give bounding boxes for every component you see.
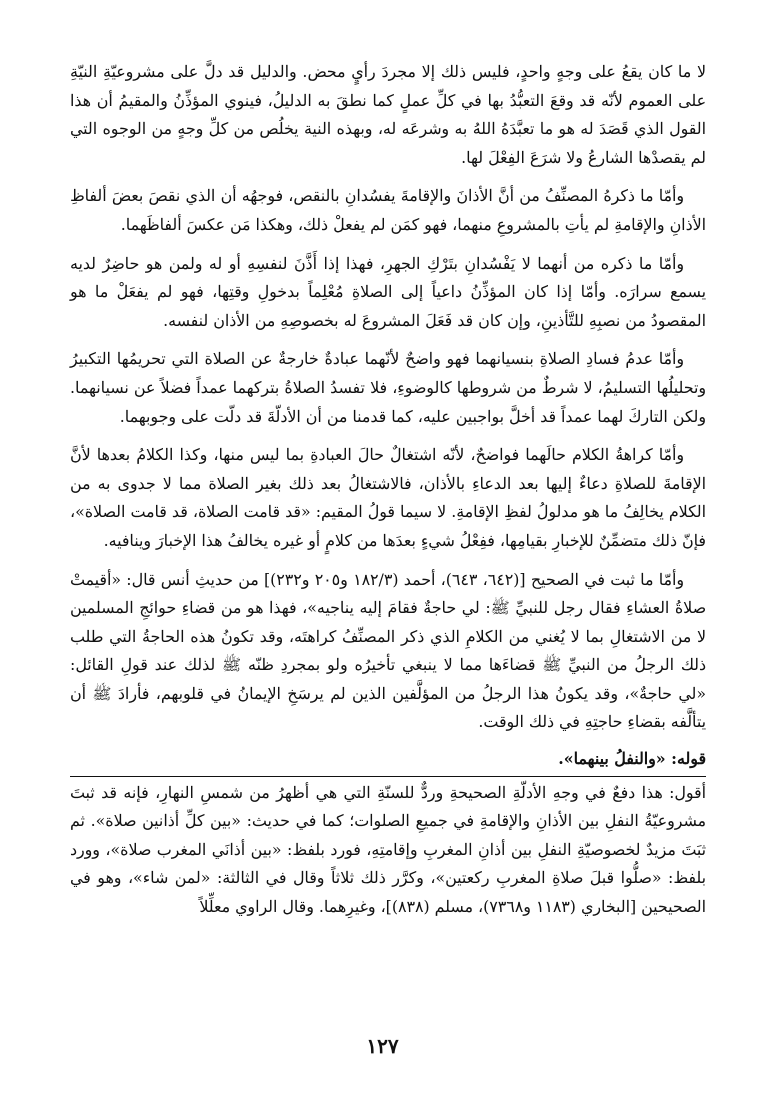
paragraph-6: وأمّا ما ثبت في الصحيح [(٦٤٢، ٦٤٣)، أحمد (١٨٢/٣ و٢٠٥ و٢٣٢)] من حديثِ أنس قال: «أقيمتْ صلاةُ العشاءِ فقال رجل للنبيِّ ﷺ: لي حاجةٌ فقامَ إليه يناجيه»، فهذا هو من قضاءِ حوائجِ المسلمين لا من الاشتغالِ بما لا يُغني من الكلامِ الذي ذكر المصنِّفُ كراهتَه، وقد تكونُ هذه الحاجةُ التي طلب ذلك الرجلُ من النبيِّ ﷺ قضاءَها مما لا ينبغي تأخيرُه ولو بمجردِ ظنّه ﷺ لذلك عند قولِ القائل: «لي حاجةٌ»، وقد يكونُ هذا الرجلُ من المؤلَّفين الذين لم يرسَخِ الإيمانُ في قلوبهم، فأرادَ ﷺ أن يتألَّفه بقضاءِ حاجتِهِ في ذلك الوقت. <box>70 569 706 732</box>
body-text <box>70 58 706 922</box>
paragraph-2: وأمّا ما ذكرهُ المصنِّفُ من أنَّ الأذانَ والإقامةَ يفسُدانِ بالنقص، فوجهُه أن الذي نقصَ بعضَ ألفاظِ الأذانِ والإقامةِ لم يأتِ بالمشروعِ منهما، فهو كمَن لم يفعلْ ذلك، وهكذا مَن عكسَ ألفاظَهما. <box>70 186 706 234</box>
section-heading: قوله: «والنفلُ بينهما». <box>70 745 706 777</box>
paragraph-4: وأمّا عدمُ فسادِ الصلاةِ بنسيانهما فهو واضحٌ لأنّهما عبادةٌ خارجةٌ عن الصلاة التي تحريمُها التكبيرُ وتحليلُها التسليمُ، لا شرطٌ من شروطها كالوضوءِ، فلا تفسدُ الصلاةُ بتركهما عمداً فضلاً عن نسيانهما. ولكن التاركَ لهما عمداً قد أخلَّ بواجبين عليه، كما قدمنا من أن الأدلّةَ قد دلّت على وجوبهما. <box>70 349 706 426</box>
paragraph-1: لا ما كان يقعُ على وجهٍ واحدٍ، فليس ذلك إلا مجردَ رأيٍ محض. والدليل قد دلَّ على مشروعيّةِ النيّةِ على العموم لأنّه قد وقعَ التعبُّدُ بها في كلِّ عملٍ كما نطقَ به الدليلُ، فينوي المؤذِّنُ والمقيمُ أن هذا القول الذي قَصَدَ له هو ما تعبَّدَهُ اللهُ به وشرعَه له، وبهذه النية يخلُص من كلِّ وجهٍ من الوجوه التي لم يقصدْها الشارعُ ولا شرَعَ الفِعْلَ لها. <box>70 62 706 167</box>
paragraph-3: وأمّا ما ذكره من أنهما لا يَفْسُدانِ بتَرْكِ الجهرِ، فهذا إذا أَذَّنَ لنفسِهِ أو له ولمن هو حاضِرٌ لديه يسمع سرارَه. وأمّا إذا كان المؤذِّنُ داعياً إلى الصلاةِ مُعْلِماً بدخولِ وقتِها، فهو لم يفعَلْ ما هو المقصودُ من نصبِهِ للتَّأذينِ، وإن كان قد فَعَلَ المشروعَ له بخصوصِهِ من الأذان لنفسه. <box>70 253 706 330</box>
paragraph-7: أقول: هذا دفعٌ في وجهِ الأدلّةِ الصحيحةِ وردٌّ للسنّةِ التي هي أظهرُ من شمسِ النهارِ، فإنه قد ثبتَ مشروعيّةُ النفلِ بين الأذانِ والإقامةِ في جميعِ الصلوات؛ كما في حديث: «بين كلِّ أذانين صلاة». ثم ثبَتَ مزيدٌ لخصوصيّةِ النفلِ بين أذانِ المغربِ وإقامتِهِ، فورد بلفظ: «بين أذانَي المغرب صلاة»، وورد بلفظ: «صلُّوا قبلَ صلاةِ المغربِ ركعتين»، وكرَّر ذلك ثلاثاً وقال في الثالثة: «لمن شاء»، وهو في الصحيحين [البخاري (١١٨٣ و٧٣٦٨)، مسلم (٨٣٨)]، وغيرِهما. وقال الراوي معلِّلاً <box>70 782 706 917</box>
page-number: ١٢٧ <box>366 1034 399 1058</box>
paragraph-5: وأمّا كراهةُ الكلام حالَهما فواضحٌ، لأنّه اشتغالٌ حالَ العبادةِ بما ليس منها، وكذا الكلامُ بعدها لأنَّ الإقامةَ للصلاةِ دعاءٌ إليها بعد الدعاءِ بالأذان، فالاشتغالُ بعد ذلك بغير الصلاة مما لا جدوى به من الكلام يخالِفُ ما هو مدلولُ لفظِ الإقامةِ. لا سيما قولُ المقيم: «قد قامت الصلاة، قد قامت الصلاة»، فإنّ ذلك متضمِّنٌ للإخبارِ بقيامِها، ففِعْلُ شيءٍ بعدَها من كلامٍ أو غيره يخالفُ هذا الإخبارَ وينافيه. <box>70 445 706 550</box>
